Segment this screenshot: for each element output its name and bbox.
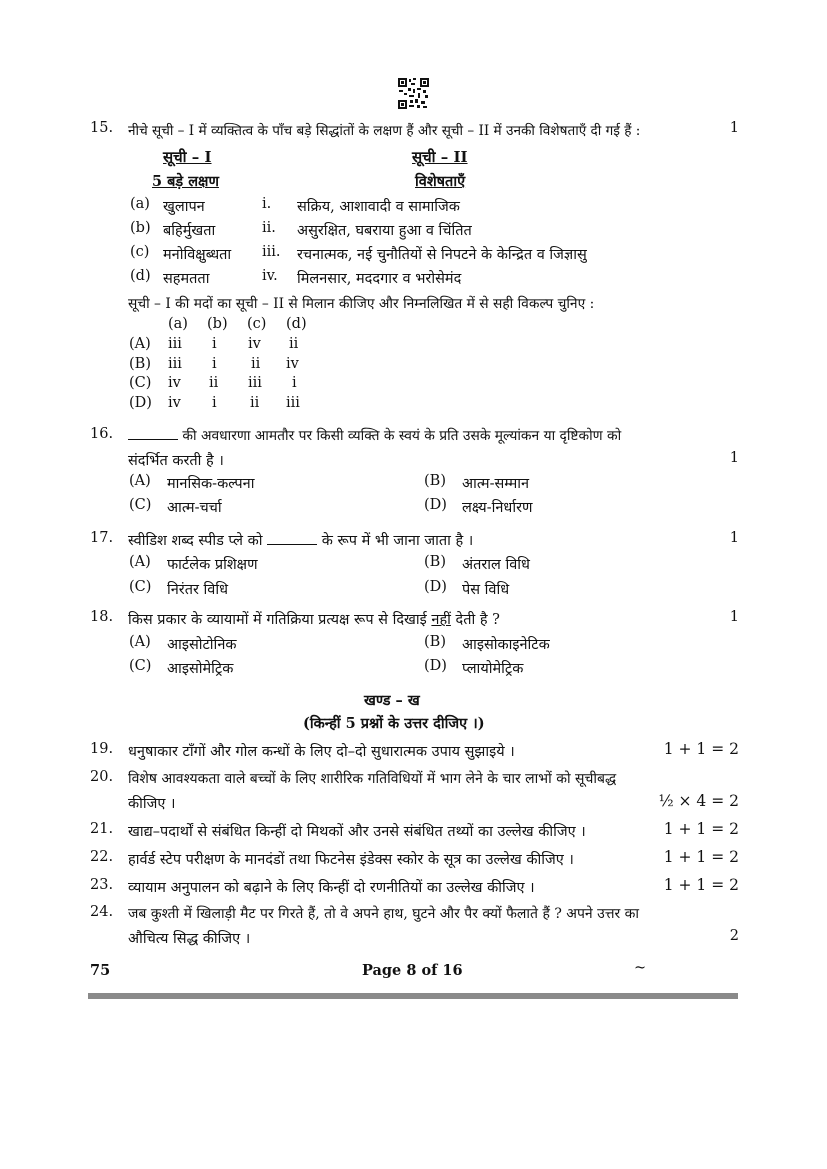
row-trait: बहिर्मुखता	[163, 223, 216, 239]
q17-option-c[interactable]: निरंतर विधि	[167, 582, 229, 598]
q22-number: 22.	[90, 849, 114, 865]
q18-option-a[interactable]: आइसोटोनिक	[167, 637, 237, 653]
q24-text-line2: औचित्य सिद्ध कीजिए ।	[128, 931, 251, 947]
q16-option-d[interactable]: लक्ष्य-निर्धारण	[462, 500, 533, 516]
header-cell: (b)	[207, 316, 228, 332]
q19-number: 19.	[90, 741, 114, 757]
q21-text: खाद्य–पदार्थों से संबंधित किन्हीं दो मिथकों और उनसे संबंधित तथ्यों का उल्लेख कीजिए ।	[128, 824, 586, 840]
q17-option-b[interactable]: अंतराल विधि	[462, 557, 530, 573]
q17-option-a[interactable]: फार्टलेक प्रशिक्षण	[167, 557, 258, 573]
q20-text-line2: कीजिए ।	[128, 796, 176, 812]
q19-marks: 1 + 1 = 2	[663, 740, 739, 758]
footer-page: Page 8 of 16	[362, 962, 463, 979]
q16-text-line1: की अवधारणा आमतौर पर किसी व्यक्ति के स्वयं के प्रति उसके मूल्यांकन या दृष्टिकोण को	[182, 428, 622, 444]
option-label[interactable]: (D)	[129, 395, 152, 411]
q16-option-b-label[interactable]: (B)	[424, 473, 446, 489]
q18-marks: 1	[729, 609, 739, 625]
section-title: खण्ड – ख	[364, 692, 420, 709]
header-cell: (d)	[286, 316, 307, 332]
footer-mark: ~	[634, 960, 647, 976]
option-cell: iv	[286, 356, 299, 372]
option-cell: iv	[168, 375, 181, 391]
q20-marks: ½ × 4 = 2	[658, 792, 739, 810]
option-cell: iii	[286, 395, 300, 411]
option-cell: i	[212, 336, 217, 352]
option-cell: i	[212, 356, 217, 372]
q18-number: 18.	[90, 609, 114, 625]
q17-option-a-label[interactable]: (A)	[129, 554, 151, 570]
q15-marks: 1	[729, 120, 739, 136]
q16-option-c[interactable]: आत्म-चर्चा	[167, 500, 222, 516]
option-cell: ii	[289, 336, 299, 352]
q20-text-line1: विशेष आवश्यकता वाले बच्चों के लिए शारीरिक गतिविधियों में भाग लेने के चार लाभों को सूचीबद्ध	[128, 771, 617, 787]
q15-instruction: सूची – I की मदों का सूची – II से मिलान कीजिए और निम्नलिखित में से सही विकल्प चुनिए :	[128, 296, 595, 312]
q17-number: 17.	[90, 530, 114, 546]
q18-text	[128, 609, 500, 629]
header-cell: (a)	[168, 316, 188, 332]
option-cell: iii	[248, 375, 262, 391]
option-cell: iii	[168, 336, 182, 352]
list1-subtitle: 5 बड़े लक्षण	[152, 173, 219, 190]
q18-text-underlined: नहीं	[431, 612, 451, 628]
row-letter: (c)	[130, 244, 150, 260]
row-roman: ii.	[262, 220, 276, 236]
q17-option-d[interactable]: पेस विधि	[462, 582, 510, 598]
footer-rule	[88, 993, 738, 999]
q16-text	[128, 426, 621, 445]
q18-option-c[interactable]: आइसोमेट्रिक	[167, 661, 234, 677]
list2-title: सूची – II	[412, 148, 468, 166]
row-letter: (b)	[130, 220, 151, 236]
q18-text-after: देती है ?	[455, 612, 500, 628]
q16-number: 16.	[90, 426, 114, 442]
q17-option-b-label[interactable]: (B)	[424, 554, 446, 570]
option-label[interactable]: (A)	[129, 336, 151, 352]
q16-marks: 1	[729, 450, 739, 466]
header-cell: (c)	[247, 316, 267, 332]
row-letter: (a)	[130, 196, 150, 212]
qr-code	[398, 78, 429, 109]
q24-marks: 2	[729, 928, 739, 944]
q24-number: 24.	[90, 904, 114, 920]
q21-number: 21.	[90, 821, 114, 837]
q17-marks: 1	[729, 530, 739, 546]
option-label[interactable]: (B)	[129, 356, 151, 372]
q17-text-before: स्वीडिश शब्द स्पीड प्ले को	[128, 533, 263, 549]
q22-text: हार्वर्ड स्टेप परीक्षण के मानदंडों तथा फिटनेस इंडेक्स स्कोर के सूत्र का उल्लेख कीजिए ।	[128, 852, 574, 868]
q18-option-b-label[interactable]: (B)	[424, 634, 446, 650]
option-cell: ii	[209, 375, 219, 391]
q17-text-after: के रूप में भी जाना जाता है ।	[321, 533, 474, 549]
q24-text-line1: जब कुश्ती में खिलाड़ी मैट पर गिरते हैं, तो वे अपने हाथ, घुटने और पैर क्यों फैलाते हैं ? अपने उत्तर का	[128, 906, 640, 922]
q16-option-a[interactable]: मानसिक-कल्पना	[167, 476, 255, 492]
q20-number: 20.	[90, 769, 114, 785]
q19-text: धनुषाकार टाँगों और गोल कन्धों के लिए दो–दो सुधारात्मक उपाय सुझाइये ।	[128, 744, 515, 760]
row-feature: सक्रिय, आशावादी व सामाजिक	[297, 199, 460, 215]
q21-marks: 1 + 1 = 2	[663, 820, 739, 838]
option-cell: i	[292, 375, 297, 391]
list2-subtitle: विशेषताएँ	[415, 173, 466, 190]
row-trait: सहमतता	[163, 271, 210, 287]
option-label[interactable]: (C)	[129, 375, 152, 391]
section-instruction: (किन्हीं 5 प्रश्नों के उत्तर दीजिए ।)	[303, 715, 485, 732]
q18-option-a-label[interactable]: (A)	[129, 634, 151, 650]
option-cell: ii	[250, 395, 260, 411]
q17-option-d-label[interactable]: (D)	[424, 579, 447, 595]
q23-number: 23.	[90, 877, 114, 893]
q17-blank	[267, 532, 317, 545]
q17-option-c-label[interactable]: (C)	[129, 579, 152, 595]
row-trait: खुलापन	[163, 199, 205, 215]
row-roman: i.	[262, 196, 272, 212]
q18-text-before: किस प्रकार के व्यायामों में गतिक्रिया प्रत्यक्ष रूप से दिखाई	[128, 612, 427, 628]
q16-text-line2: संदर्भित करती है ।	[128, 453, 224, 469]
row-feature: रचनात्मक, नई चुनौतियों से निपटने के केन्द्रित व जिज्ञासु	[297, 247, 587, 263]
option-cell: iv	[248, 336, 261, 352]
q23-marks: 1 + 1 = 2	[663, 876, 739, 894]
row-trait: मनोविक्षुब्धता	[163, 247, 232, 263]
row-letter: (d)	[130, 268, 151, 284]
q17-text	[128, 530, 473, 550]
q18-option-c-label[interactable]: (C)	[129, 658, 152, 674]
q18-option-d[interactable]: प्लायोमेट्रिक	[462, 661, 524, 677]
list1-title: सूची – I	[163, 148, 212, 166]
option-cell: iii	[168, 356, 182, 372]
q16-option-d-label[interactable]: (D)	[424, 497, 447, 513]
q15-text: नीचे सूची – I में व्यक्तित्व के पाँच बड़े सिद्धांतों के लक्षण हैं और सूची – II में उनकी विशेषताएँ दी गई हैं :	[128, 123, 641, 139]
q18-option-d-label[interactable]: (D)	[424, 658, 447, 674]
footer-code: 75	[90, 962, 111, 979]
q16-blank	[128, 427, 178, 440]
option-cell: i	[212, 395, 217, 411]
row-roman: iv.	[262, 268, 278, 284]
row-feature: मिलनसार, मददगार व भरोसेमंद	[297, 271, 462, 287]
option-cell: ii	[251, 356, 261, 372]
q15-number: 15.	[90, 120, 114, 136]
q23-text: व्यायाम अनुपालन को बढ़ाने के लिए किन्हीं दो रणनीतियों का उल्लेख कीजिए ।	[128, 880, 535, 896]
option-cell: iv	[168, 395, 181, 411]
q18-option-b[interactable]: आइसोकाइनेटिक	[462, 637, 550, 653]
q22-marks: 1 + 1 = 2	[663, 848, 739, 866]
q16-option-b[interactable]: आत्म-सम्मान	[462, 476, 530, 492]
q16-option-c-label[interactable]: (C)	[129, 497, 152, 513]
q16-option-a-label[interactable]: (A)	[129, 473, 151, 489]
row-roman: iii.	[262, 244, 281, 260]
row-feature: असुरक्षित, घबराया हुआ व चिंतित	[297, 223, 472, 239]
